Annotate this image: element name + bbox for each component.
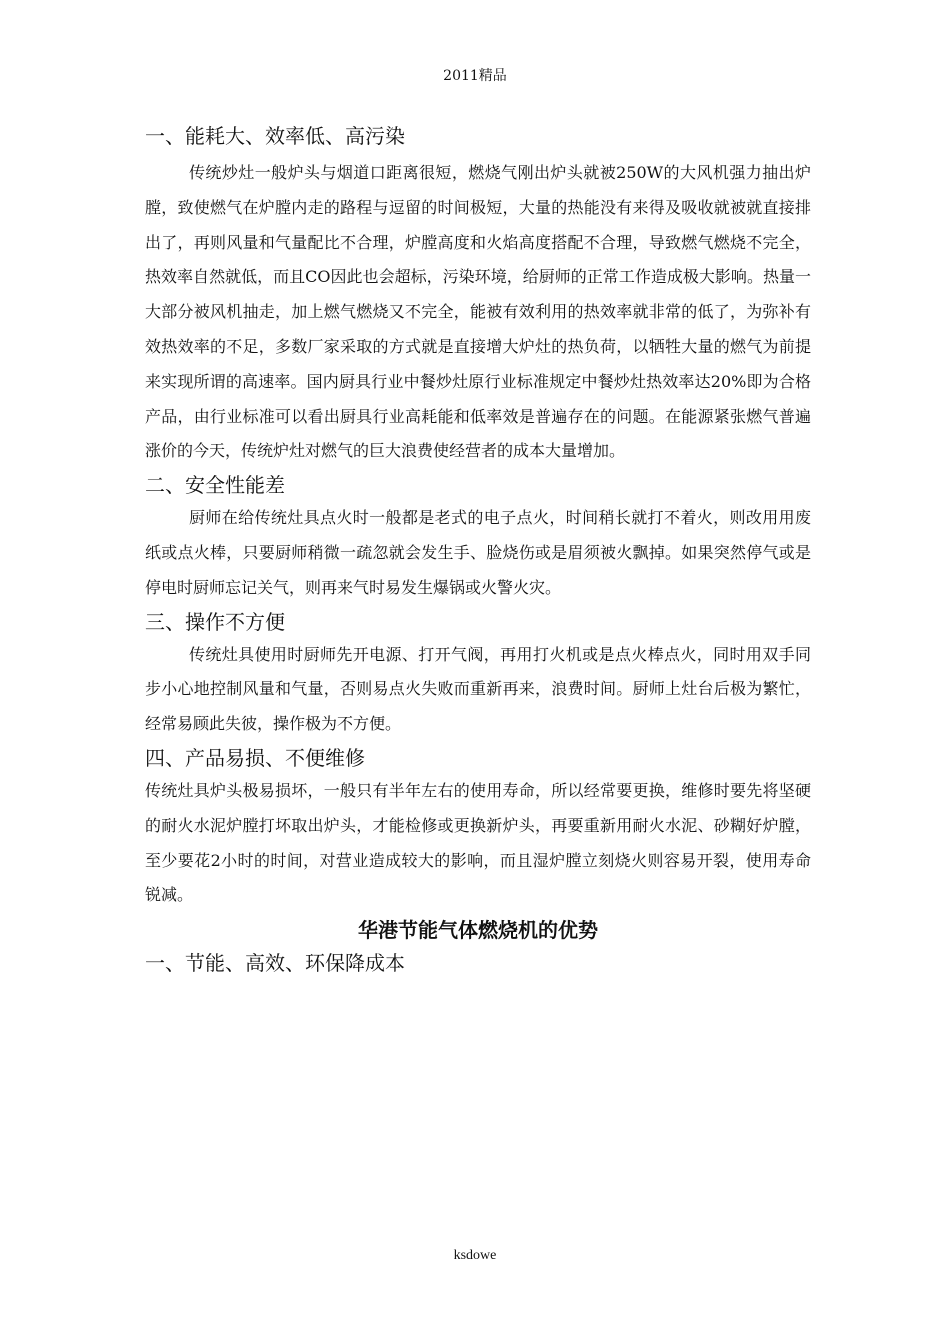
section-heading-3: 三、操作不方便: [145, 609, 285, 634]
section-body-1: 传统炒灶一般炉头与烟道口距离很短，燃烧气刚出炉头就被250W的大风机强力抽出炉膛，致使燃气在炉膛内走的路程与逗留的时间极短，大量的热能没有来得及吸收就被就直接排出了，再则风量和气量配比不合理，炉膛高度和火焰高度搭配不合理，导致燃气燃烧不完全，热效率自然就低，而且CO因此也会超标，污染环境，给厨师的正常工作造成极大影响。热量一大部分被风机抽走，加上燃气燃烧又不完全，能被有效利用的热效率就非常的低了，为弥补有效热效率的不足，多数厂家采取的方式就是直接增大炉灶的热负荷，以牺牲大量的燃气为前提来实现所谓的高速率。国内厨具行业中餐炒灶原行业标准规定中餐炒灶热效率达20%即为合格产品，由行业标准可以看出厨具行业高耗能和低率效是普遍存在的问题。在能源紧张燃气普遍涨价的今天，传统炉灶对燃气的巨大浪费使经营者的成本大量增加。: [145, 163, 811, 461]
section-body-3: 传统灶具使用时厨师先开电源、打开气阀，再用打火机或是点火棒点火，同时用双手同步小心地控制风量和气量，否则易点火失败而重新再来，浪费时间。厨师上灶台后极为繁忙，经常易顾此失彼，操作极为不方便。: [145, 644, 811, 734]
document-body: [145, 120, 811, 979]
page-header: 2011精品: [443, 68, 507, 84]
section-heading-1: 一、能耗大、效率低、高污染: [145, 124, 405, 148]
section-heading-2: 二、安全性能差: [145, 473, 285, 498]
section-heading-4: 四、产品易损、不便维修: [145, 745, 365, 770]
advantages-heading-1: 一、节能、高效、环保降成本: [145, 951, 405, 976]
advantages-title: 华港节能气体燃烧机的优势: [358, 918, 598, 943]
page-footer: ksdowe: [453, 1248, 497, 1263]
section-body-2: 厨师在给传统灶具点火时一般都是老式的电子点火，时间稍长就打不着火，则改用用废纸或点火棒，只要厨师稍微一疏忽就会发生手、脸烧伤或是眉须被火飘掉。如果突然停气或是停电时厨师忘记关气，则再来气时易发生爆锅或火警火灾。: [145, 508, 811, 597]
section-body-4: 传统灶具炉头极易损坏，一般只有半年左右的使用寿命，所以经常要更换，维修时要先将坚硬的耐火水泥炉膛打坏取出炉头，才能检修或更换新炉头，再要重新用耐火水泥、砂糊好炉膛，至少要花2小时的时间，对营业造成较大的影响，而且湿炉膛立刻烧火则容易开裂，使用寿命锐减。: [145, 780, 811, 905]
